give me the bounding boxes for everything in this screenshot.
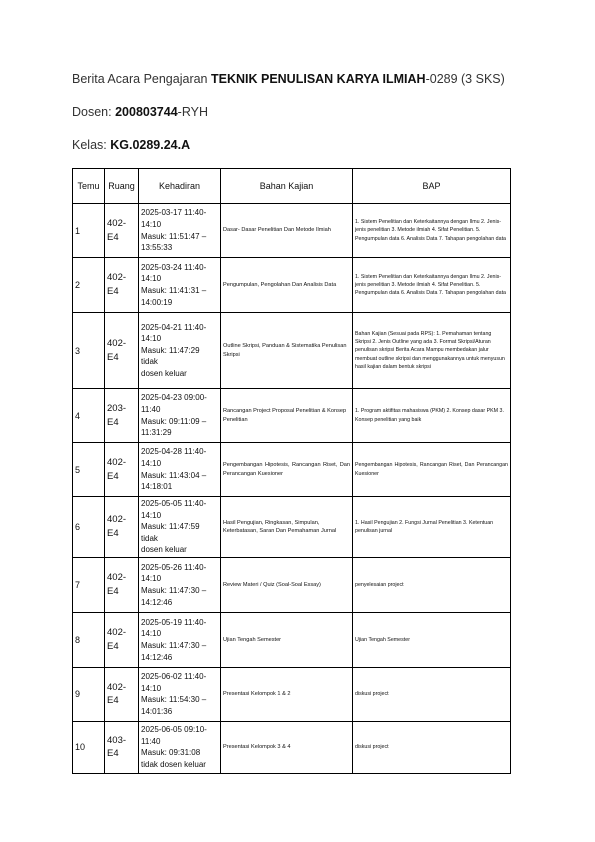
- bahan-kajian-cell: Presentasi Kelompok 3 & 4: [221, 721, 353, 773]
- lecturer-code: -RYH: [177, 105, 209, 119]
- kehadiran-line: 2025-05-19 11:40-: [141, 617, 207, 627]
- ruang-cell: 402-E4: [105, 443, 139, 497]
- temu-cell: 6: [73, 497, 105, 558]
- kehadiran-cell: [139, 389, 221, 443]
- bap-cell: 1. Program aktifitas mahasiswa (PKM) 2. Konsep dasar PKM 3. Konsep penelitian yang baik: [353, 389, 511, 443]
- bap-cell: 1. Sistem Penelitian dan Keterkaitannya dengan Ilmu 2. Jenis-jenis penelitian 3. Metode ilmiah 4. Sifat Penelitian. 5. Pengumpulan data 6. Analisis Data 7. Tahapan pengolahan data: [353, 204, 511, 258]
- temu-cell: 9: [73, 667, 105, 721]
- kehadiran-line: Masuk: 11:47:30 –: [141, 640, 207, 650]
- table-row: [73, 258, 511, 313]
- kehadiran-line: dosen keluar: [141, 545, 187, 555]
- kehadiran-line: 2025-04-21 11:40-: [141, 322, 207, 332]
- table-row: [73, 497, 511, 558]
- kehadiran-line: 14:01:36: [141, 707, 173, 717]
- bahan-kajian-cell: Ujian Tengah Semester: [221, 612, 353, 667]
- column-header-bap: BAP: [353, 169, 511, 204]
- temu-cell: 8: [73, 612, 105, 667]
- table-row: [73, 721, 511, 773]
- kehadiran-line: 14:10: [141, 458, 162, 468]
- ruang-cell: 402-E4: [105, 258, 139, 313]
- bap-cell: Ujian Tengah Semester: [353, 612, 511, 667]
- kehadiran-line: tidak dosen keluar: [141, 760, 206, 770]
- temu-cell: 5: [73, 443, 105, 497]
- course-title-line: [72, 72, 505, 86]
- kehadiran-line: 14:10: [141, 629, 162, 639]
- kehadiran-line: Masuk: 11:51:47 –: [141, 231, 207, 241]
- column-header-temu: Temu: [73, 169, 105, 204]
- kehadiran-cell: [139, 721, 221, 773]
- kehadiran-line: Masuk: 11:47:29 tidak: [141, 345, 200, 367]
- kehadiran-line: dosen keluar: [141, 368, 187, 378]
- bahan-kajian-cell: Presentasi Kelompok 1 & 2: [221, 667, 353, 721]
- kehadiran-line: 14:12:46: [141, 652, 173, 662]
- ruang-cell: 402-E4: [105, 557, 139, 612]
- lecturer-id: 200803744: [115, 105, 178, 119]
- bap-cell: Bahan Kajian (Sesuai pada RPS): 1. Pemahaman tentang Skripsi 2. Jenis Outline yang ada 3. Format Skripsi/Aturan penulisan skripsi Berita Acara Mampu membedakan jalur membuat outline skripsi dan menggunakannya untuk menyusun hasil kajian dalam bentuk skripsi: [353, 313, 511, 389]
- kehadiran-line: 14:10: [141, 219, 162, 229]
- course-code-sks: -0289 (3 SKS): [425, 72, 505, 86]
- ruang-cell: 402-E4: [105, 667, 139, 721]
- kehadiran-line: 13:55:33: [141, 243, 173, 253]
- ruang-cell: 403-E4: [105, 721, 139, 773]
- temu-cell: 10: [73, 721, 105, 773]
- kehadiran-line: Masuk: 09:31:08: [141, 748, 201, 758]
- table-row: [73, 667, 511, 721]
- bap-cell: diskusi project: [353, 667, 511, 721]
- kehadiran-line: 2025-03-24 11:40-: [141, 262, 207, 272]
- bahan-kajian-cell: Dasar- Dasar Penelitian Dan Metode Ilmiah: [221, 204, 353, 258]
- course-name: TEKNIK PENULISAN KARYA ILMIAH: [210, 72, 426, 86]
- ruang-cell: 203-E4: [105, 389, 139, 443]
- temu-cell: 7: [73, 557, 105, 612]
- kehadiran-cell: [139, 204, 221, 258]
- class-label: Kelas:: [72, 138, 111, 152]
- kehadiran-line: 14:10: [141, 274, 162, 284]
- kehadiran-line: 14:10: [141, 574, 162, 584]
- kehadiran-line: 14:10: [141, 683, 162, 693]
- kehadiran-cell: [139, 313, 221, 389]
- lecturer-line: [72, 105, 208, 119]
- kehadiran-line: 2025-06-02 11:40-: [141, 672, 207, 682]
- kehadiran-line: Masuk: 11:43:04 –: [141, 470, 207, 480]
- kehadiran-line: Masuk: 11:47:59 tidak: [141, 522, 200, 543]
- kehadiran-cell: [139, 667, 221, 721]
- class-line: [72, 138, 190, 152]
- table-row: [73, 443, 511, 497]
- kehadiran-line: 11:31:29: [141, 428, 172, 438]
- kehadiran-line: 11:40: [141, 736, 161, 746]
- class-code: KG.0289.24.A: [110, 138, 191, 152]
- kehadiran-cell: [139, 497, 221, 558]
- table-header-row: [73, 169, 511, 204]
- bap-cell: 1. Sistem Penelitian dan Keterkaitannya dengan Ilmu 2. Jenis-jenis penelitian 3. Metode ilmiah 4. Sifat Penelitian. 5. Pengumpulan data 6. Analisis Data 7. Tahapan pengolahan data: [353, 258, 511, 313]
- kehadiran-line: 2025-04-23 09:00-: [141, 393, 207, 403]
- bap-cell: penyelesaian project: [353, 557, 511, 612]
- table-row: [73, 204, 511, 258]
- ruang-cell: 402-E4: [105, 204, 139, 258]
- kehadiran-line: 2025-06-05 09:10-: [141, 725, 207, 735]
- kehadiran-line: 14:00:19: [141, 297, 173, 307]
- ruang-cell: 402-E4: [105, 497, 139, 558]
- kehadiran-line: Masuk: 11:41:31 –: [141, 286, 207, 295]
- lecturer-label: Dosen:: [72, 105, 116, 119]
- kehadiran-line: 2025-05-05 11:40-: [141, 499, 207, 508]
- kehadiran-line: Masuk: 11:54:30 –: [141, 695, 207, 705]
- kehadiran-line: 2025-03-17 11:40-: [141, 208, 207, 218]
- bahan-kajian-cell: Review Materi / Quiz (Soal-Soal Essay): [221, 557, 353, 612]
- table-row: [73, 557, 511, 612]
- temu-cell: 1: [73, 204, 105, 258]
- kehadiran-cell: [139, 557, 221, 612]
- kehadiran-line: 14:10: [141, 510, 162, 520]
- kehadiran-line: 2025-04-28 11:40-: [141, 447, 207, 457]
- bahan-kajian-cell: Pengembangan Hipotesis, Rancangan Riset, Dan Perancangan Kuesioner: [221, 443, 353, 497]
- kehadiran-line: 14:12:46: [141, 597, 173, 607]
- table-row: [73, 612, 511, 667]
- temu-cell: 4: [73, 389, 105, 443]
- kehadiran-cell: [139, 258, 221, 313]
- bahan-kajian-cell: Outline Skripsi, Panduan & Sistematika Penulisan Skripsi: [221, 313, 353, 389]
- bap-cell: Pengembangan Hipotesis, Rancangan Riset, Dan Perancangan Kuesioner: [353, 443, 511, 497]
- table-row: [73, 313, 511, 389]
- kehadiran-line: Masuk: 11:47:30 –: [141, 585, 207, 595]
- column-header-kehadiran: Kehadiran: [139, 169, 221, 204]
- kehadiran-line: 14:10: [141, 334, 162, 344]
- bahan-kajian-cell: Hasil Pengujian, Ringkasan, Simpulan, Keterbatasan, Saran Dan Pemahaman Jurnal: [221, 497, 353, 558]
- bahan-kajian-cell: Rancangan Project Proposal Penelitian & Konsep Penelitian: [221, 389, 353, 443]
- kehadiran-line: Masuk: 09:11:09 –: [141, 416, 207, 426]
- bap-cell: diskusi project: [353, 721, 511, 773]
- column-header-ruang: Ruang: [105, 169, 139, 204]
- kehadiran-line: 11:40: [141, 404, 161, 414]
- kehadiran-cell: [139, 443, 221, 497]
- course-title-prefix: Berita Acara Pengajaran: [72, 72, 211, 86]
- kehadiran-cell: [139, 612, 221, 667]
- column-header-bahan-kajian: Bahan Kajian: [221, 169, 353, 204]
- temu-cell: 2: [73, 258, 105, 313]
- kehadiran-line: 14:18:01: [141, 482, 173, 492]
- temu-cell: 3: [73, 313, 105, 389]
- table-row: [73, 389, 511, 443]
- bap-cell: 1. Hasil Pengujian 2. Fungsi Jurnal Penelitian 3. Ketentuan penulisan jurnal: [353, 497, 511, 558]
- ruang-cell: 402-E4: [105, 612, 139, 667]
- attendance-table: [72, 168, 511, 774]
- ruang-cell: 402-E4: [105, 313, 139, 389]
- kehadiran-line: 2025-05-26 11:40-: [141, 562, 207, 572]
- bahan-kajian-cell: Pengumpulan, Pengolahan Dan Analisis Data: [221, 258, 353, 313]
